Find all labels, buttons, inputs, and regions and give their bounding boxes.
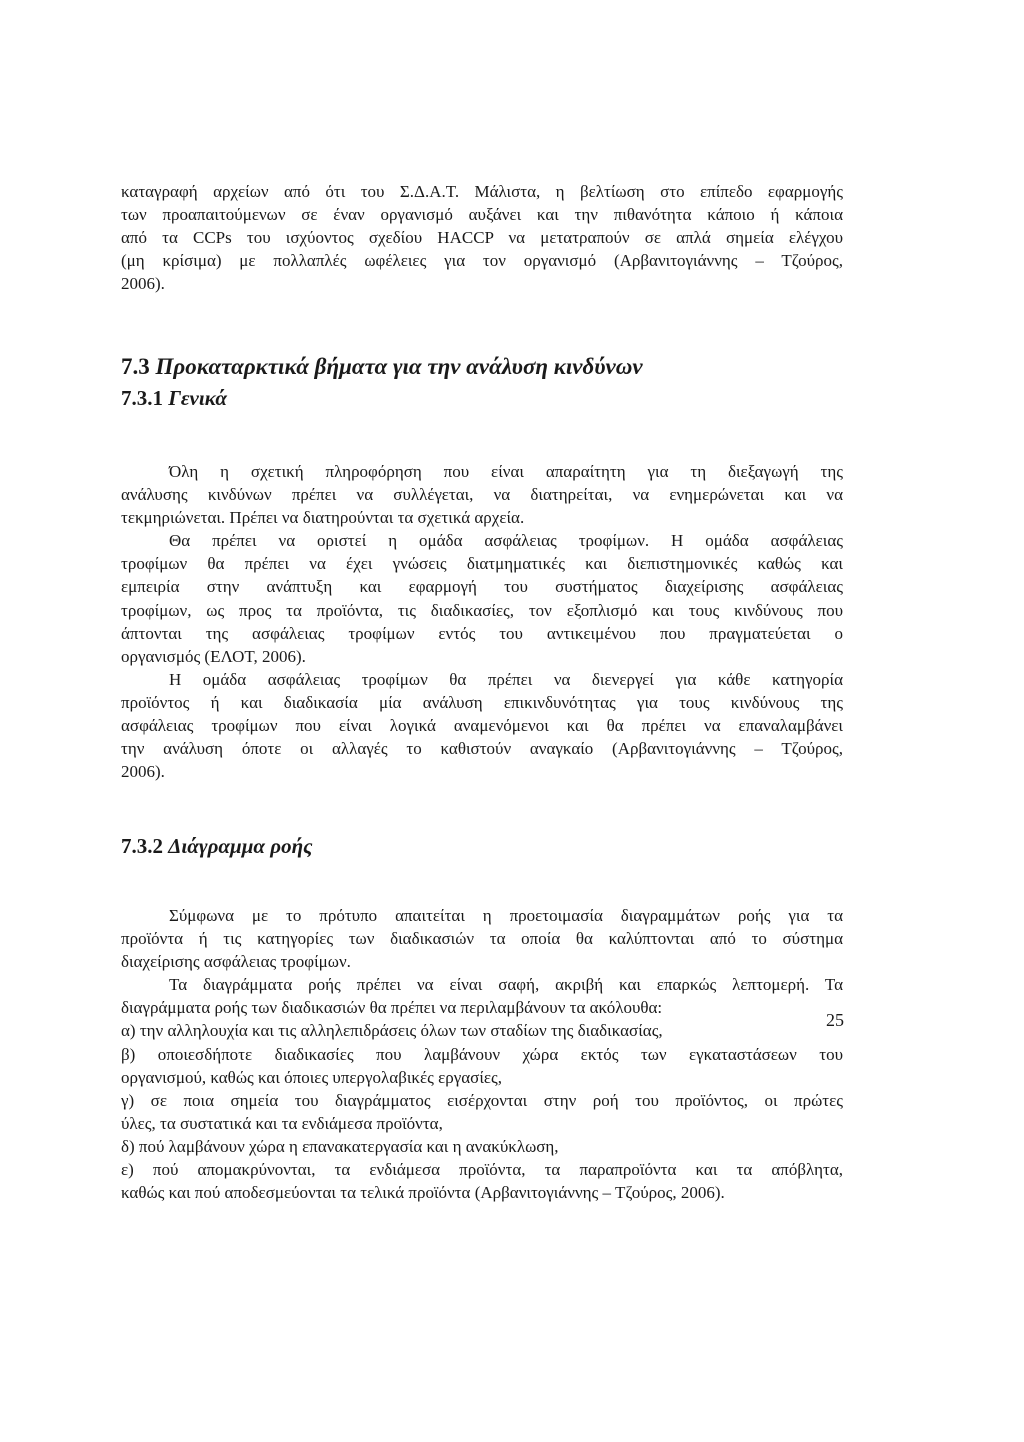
text-line: ύλες, τα συστατικά και τα ενδιάμεσα προϊόντα, bbox=[121, 1113, 443, 1133]
list-item: δ) πού λαμβάνουν χώρα η επανακατεργασία και η ανακύκλωση, bbox=[121, 1136, 559, 1156]
page-number: 25 bbox=[826, 1010, 844, 1030]
text-line: διαχείρισης ασφάλειας τροφίμων. bbox=[121, 952, 351, 972]
section-number: 7.3 bbox=[121, 354, 150, 379]
subsection-title: Διάγραμμα ροής bbox=[168, 834, 313, 858]
text-line: Σύμφωνα με το πρότυπο απαιτείται η προετοιμασία διαγραμμάτων ροής για τα bbox=[169, 906, 843, 925]
subsection-heading-flow-diagram bbox=[121, 832, 312, 860]
text-line: άπτονται της ασφάλειας τροφίμων εντός του αντικειμένου που πραγματεύεται ο bbox=[121, 623, 843, 643]
text-line: διαγράμματα ροής των διαδικασιών θα πρέπει να περιλαμβάνουν τα ακόλουθα: bbox=[121, 998, 663, 1018]
text-line: ανάλυσης κινδύνων πρέπει να συλλέγεται, να διατηρείται, να ενημερώνεται και να bbox=[121, 485, 843, 505]
text-line: 2006). bbox=[121, 762, 165, 782]
text-line: προϊόντος ή και διαδικασία μία ανάλυση επικινδυνότητας για τους κινδύνους της bbox=[121, 692, 843, 712]
text-line: οργανισμού, καθώς και όποιες υπεργολαβικές εργασίες, bbox=[121, 1067, 503, 1087]
text-line: (μη κρίσιμα) με πολλαπλές ωφέλειες για τον οργανισμό (Αρβανιτογιάννης – Τζούρος, bbox=[121, 251, 843, 271]
text-line: την ανάλυση όποτε οι αλλαγές το καθιστούν αναγκαίο (Αρβανιτογιάννης – Τζούρος, bbox=[121, 739, 843, 759]
text-line: από τα CCPs του ισχύοντος σχεδίου HACCP να μετατραπούν σε απλά σημεία ελέγχου bbox=[121, 228, 843, 248]
list-item: α) την αλληλουχία και τις αλληλεπιδράσεις όλων των σταδίων της διαδικασίας, bbox=[121, 1021, 663, 1041]
text-line: ασφάλειας τροφίμων που είναι λογικά αναμενόμενοι και θα πρέπει να επαναλαμβάνει bbox=[121, 716, 843, 736]
subsection-title: Γενικά bbox=[168, 386, 228, 410]
list-item: β) οποιεσδήποτε διαδικασίες που λαμβάνουν χώρα εκτός των εγκαταστάσεων του bbox=[121, 1044, 843, 1064]
text-line: καθώς και πού αποδεσμεύονται τα τελικά προϊόντα (Αρβανιτογιάννης – Τζούρος, 2006). bbox=[121, 1183, 725, 1203]
list-item: γ) σε ποια σημεία του διαγράμματος εισέρχονται στην ροή του προϊόντος, οι πρώτες bbox=[121, 1090, 843, 1110]
general-paragraphs bbox=[121, 460, 843, 783]
text-line: Όλη η σχετική πληροφόρηση που είναι απαραίτητη για τη διεξαγωγή της bbox=[169, 462, 843, 481]
text-line: προϊόντα ή τις κατηγορίες των διαδικασιών τα οποία θα καλύπτονται από το σύστημα bbox=[121, 929, 843, 949]
subsection-number: 7.3.1 bbox=[121, 386, 163, 410]
text-line: καταγραφή αρχείων από ότι του Σ.Δ.Α.Τ. Μάλιστα, η βελτίωση στο επίπεδο εφαρμογής bbox=[121, 182, 843, 201]
text-line: τροφίμων θα πρέπει να έχει γνώσεις διατμηματικές και διεπιστημονικές καθώς και bbox=[121, 554, 843, 574]
text-line: τροφίμων, ως προς τα προϊόντα, τις διαδικασίες, τον εξοπλισμό και τους κινδύνους που bbox=[121, 600, 843, 620]
text-line: Η ομάδα ασφάλειας τροφίμων θα πρέπει να διενεργεί για κάθε κατηγορία bbox=[169, 669, 843, 689]
section-title: Προκαταρκτικά βήματα για την ανάλυση κινδύνων bbox=[155, 354, 643, 379]
text-line: οργανισμός (ΕΛΟΤ, 2006). bbox=[121, 646, 306, 666]
text-line: 2006). bbox=[121, 274, 165, 294]
text-line: τεκμηριώνεται. Πρέπει να διατηρούνται τα σχετικά αρχεία. bbox=[121, 508, 525, 528]
section-heading bbox=[121, 352, 643, 382]
text-line: Τα διαγράμματα ροής πρέπει να είναι σαφή, ακριβή και επαρκώς λεπτομερή. Τα bbox=[169, 975, 843, 995]
text-line: εμπειρία στην ανάπτυξη και εφαρμογή του συστήματος διαχείρισης ασφάλειας bbox=[121, 577, 843, 597]
text-line: των προαπαιτούμενων σε έναν οργανισμό αυξάνει και την πιθανότητα κάποιο ή κάποια bbox=[121, 205, 843, 225]
list-item: ε) πού απομακρύνονται, τα ενδιάμεσα προϊόντα, τα παραπροϊόντα και τα απόβλητα, bbox=[121, 1160, 843, 1180]
subsection-number: 7.3.2 bbox=[121, 834, 163, 858]
text-line: Θα πρέπει να οριστεί η ομάδα ασφάλειας τροφίμων. Η ομάδα ασφάλειας bbox=[169, 531, 843, 551]
intro-paragraph bbox=[121, 180, 843, 295]
flow-diagram-paragraphs bbox=[121, 904, 843, 1204]
subsection-heading-general bbox=[121, 384, 227, 412]
